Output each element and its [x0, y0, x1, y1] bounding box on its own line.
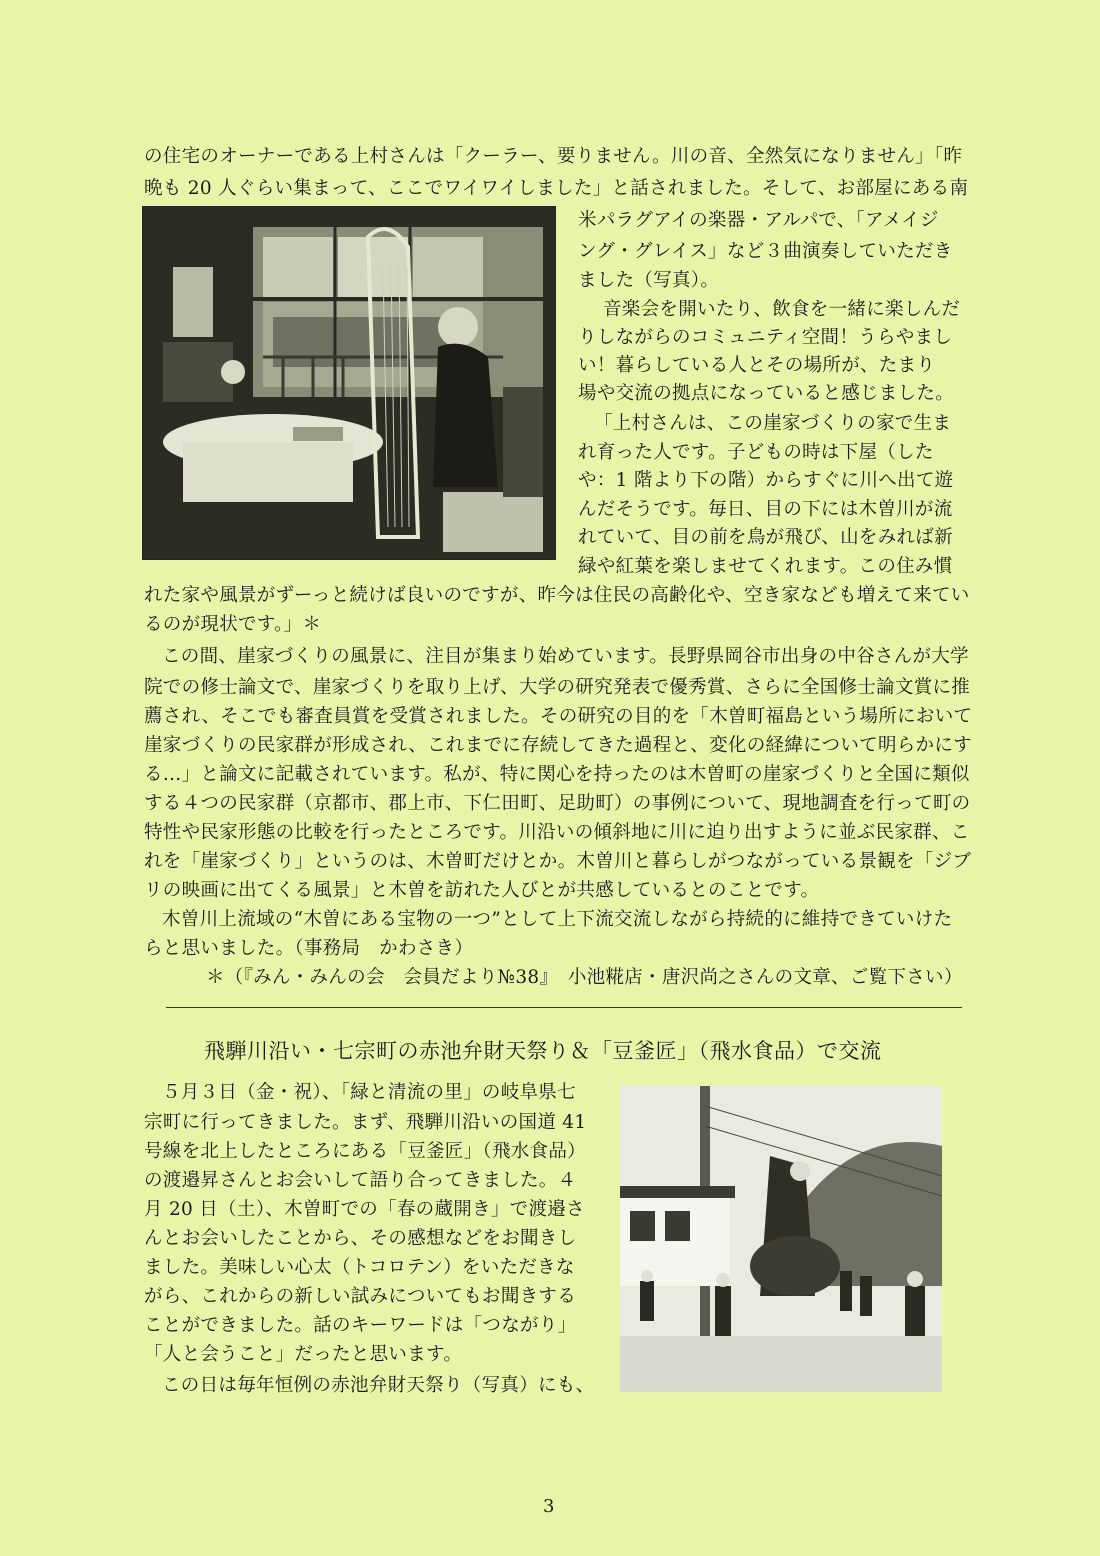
festival-photo-image [620, 1086, 942, 1392]
text-line: する４つの民家群（京都市、郡上市、下仁田町、足助町）の事例について、現地調査を行って町の [144, 793, 971, 814]
text-line: この日は毎年恒例の赤池弁財天祭り（写真）にも、 [162, 1375, 595, 1396]
text-line: りしながらのコミュニティ空間！うらやまし [578, 327, 953, 348]
text-line: 緑や紅葉を楽しませてくれます。この住み慣 [578, 556, 953, 577]
text-line: 薦され、そこでも審査員賞を受賞されました。その研究の目的を「木曽町福島という場所において [144, 706, 973, 727]
text-line: リの映画に出てくる風景」と木曽を訪れた人びとが共感しているとのことです。 [144, 880, 820, 901]
text-line: 院での修士論文で、崖家づくりを取り上げ、大学の研究発表で優秀賞、さらに全国修士論文賞に推 [144, 677, 971, 698]
text-line: 宗町に行ってきました。まず、飛騨川沿いの国道 41 [144, 1112, 587, 1133]
text-line: がら、これからの新しい試みについてもお聞きする [144, 1286, 577, 1307]
text-line: の住宅のオーナーである上村さんは「クーラー、要りません。川の音、全然気になりません」「昨 [144, 146, 963, 167]
text-line: 特性や民家形態の比較を行ったところです。川沿いの傾斜地に川に迫り出すように並ぶ民家群、こ [144, 822, 970, 843]
text-line: 号線を北上したところにある「豆釜匠」（飛水食品） [144, 1141, 586, 1162]
text-line: んだそうです。毎日、目の下には木曽川が流 [578, 499, 953, 520]
text-line: ５月３日（金・祝）、「緑と清流の里」の岐阜県七 [162, 1082, 576, 1103]
text-line: ました（写真）。 [578, 270, 720, 291]
text-line: 「上村さんは、この崖家づくりの家で生ま [594, 413, 952, 434]
text-line: の渡邉昇さんとお会いして語り合ってきました。４ [144, 1170, 577, 1191]
page-number: 3 [543, 1496, 555, 1517]
section-divider [166, 1007, 962, 1008]
text-line: んとお会いしたことから、その感想などをお聞きし [144, 1228, 577, 1249]
harp-photo-image [143, 207, 555, 559]
text-line: るのが現状です。」＊ [144, 614, 322, 635]
text-line: 崖家づくりの民家群が形成され、これまでに存続してきた過程と、変化の経緯について明らかにす [144, 735, 972, 756]
text-line: れ育った人です。子どもの時は下屋（した [578, 442, 934, 463]
text-line: 音楽会を開いたり、飲食を一緒に楽しんだ [603, 299, 961, 320]
text-line: ことができました。話のキーワードは「つながり」 [144, 1315, 577, 1336]
text-line: い！暮らしている人とその場所が、たまり [578, 355, 936, 376]
text-line: れていて、目の前を鳥が飛び、山をみれば新 [578, 527, 953, 548]
text-line: 月 20 日（土）、木曽町での「春の蔵開き」で渡邉さ [144, 1199, 585, 1220]
text-line: れを「崖家づくり」というのは、木曽町だけとか。木曽川と暮らしがつながっている景観を「ジブ [144, 851, 972, 872]
text-line: や：1 階より下の階）からすぐに川へ出て遊 [578, 470, 954, 491]
text-line: 米パラグアイの楽器・アルパで、「アメイジ [578, 210, 939, 231]
section-title: 飛騨川沿い・七宗町の赤池弁財天祭り＆「豆釜匠」（飛水食品）で交流 [204, 1039, 882, 1063]
festival-photo [620, 1086, 942, 1392]
harp-performance-photo [142, 206, 556, 560]
text-line: らと思いました。（事務局 かわさき） [144, 938, 474, 959]
text-line: 場や交流の拠点になっていると感じました。 [578, 383, 955, 404]
text-line: る…」と論文に記載されています。私が、特に関心を持ったのは木曽町の崖家づくりと全国に類似 [144, 764, 970, 785]
footnote: ＊（『みん・みんの会 会員だより№38』 小池糀店・唐沢尚之さんの文章、ご覧下さい） [206, 967, 963, 988]
text-line: ました。美味しい心太（トコロテン）をいただきな [144, 1257, 575, 1278]
text-line: れた家や風景がずーっと続けば良いのですが、昨今は住民の高齢化や、空き家なども増えて来てい [144, 585, 970, 606]
text-line: 晩も 20 人ぐらい集まって、ここでワイワイしました」と話されました。そして、お部屋にある南 [144, 178, 969, 199]
text-line: 木曽川上流域の“木曽にある宝物の一つ”として上下流交流しながら持続的に維持できていけた [162, 909, 953, 930]
text-line: この間、崖家づくりの風景に、注目が集まり始めています。長野県岡谷市出身の中谷さんが大学 [162, 646, 969, 667]
text-line: 「人と会うこと」だったと思います。 [144, 1344, 463, 1365]
text-line: ング・グレイス」など３曲演奏していただき [578, 241, 953, 262]
